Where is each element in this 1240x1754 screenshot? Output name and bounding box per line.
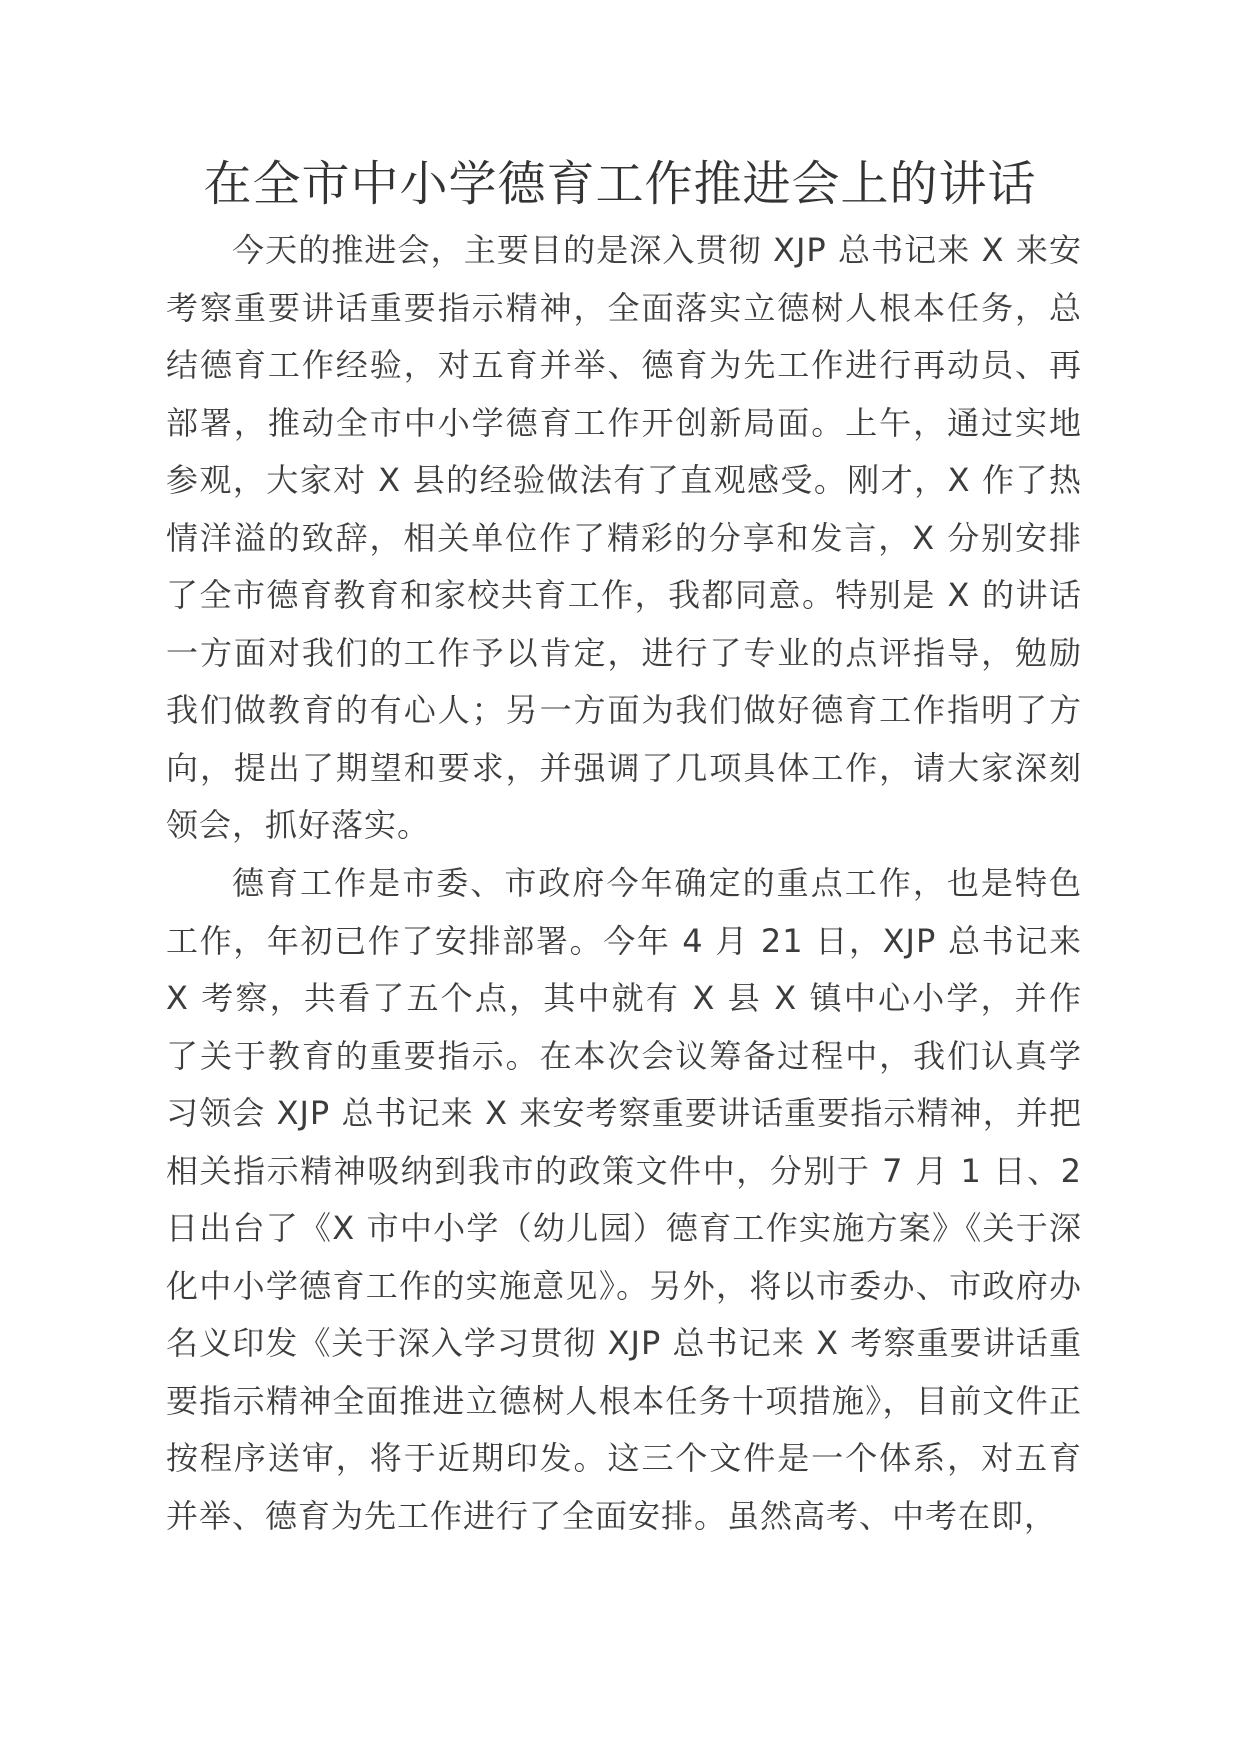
paragraph-2: 德育工作是市委、市政府今年确定的重点工作，也是特色工作，年初已作了安排部署。今年 4 月 21 日，XJP 总书记来 X 考察，共看了五个点，其中就有 X 县 X 镇中心小学，并作了关于教育的重要指示。在本次会议筹备过程中，我们认真学习领会 XJP 总书记来 X 来安考察重要讲话重要指示精神，并把相关指示精神吸纳到我市的政策文件中，分别于 7 月 1 日、2 日出台了《X 市中小学（幼儿园）德育工作实施方案》《关于深化中小学德育工作的实施意见》。另外，将以市委办、市政府办名义印发《关于深入学习贯彻 XJP 总书记来 X 考察重要讲话重要指示精神全面推进立德树人根本任务十项措施》，目前文件正按程序送审，将于近期印发。这三个文件是一个体系，对五育并举、德育为先工作进行了全面安排。虽然高考、中考在即， xyxy=(166,864,1082,1535)
paragraph-1: 今天的推进会，主要目的是深入贯彻 XJP 总书记来 X 来安考察重要讲话重要指示精神，全面落实立德树人根本任务，总结德育工作经验，对五育并举、德育为先工作进行再动员、再部署，推动全市中小学德育工作开创新局面。上午，通过实地参观，大家对 X 县的经验做法有了直观感受。刚才，X 作了热情洋溢的致辞，相关单位作了精彩的分享和发言，X 分别安排了全市德育教育和家校共育工作，我都同意。特别是 X 的讲话一方面对我们的工作予以肯定，进行了专业的点评指导，勉励我们做教育的有心人；另一方面为我们做好德育工作指明了方向，提出了期望和要求，并强调了几项具体工作，请大家深刻领会，抓好落实。 xyxy=(166,231,1082,844)
document-title: 在全市中小学德育工作推进会上的讲话 xyxy=(203,156,1037,212)
